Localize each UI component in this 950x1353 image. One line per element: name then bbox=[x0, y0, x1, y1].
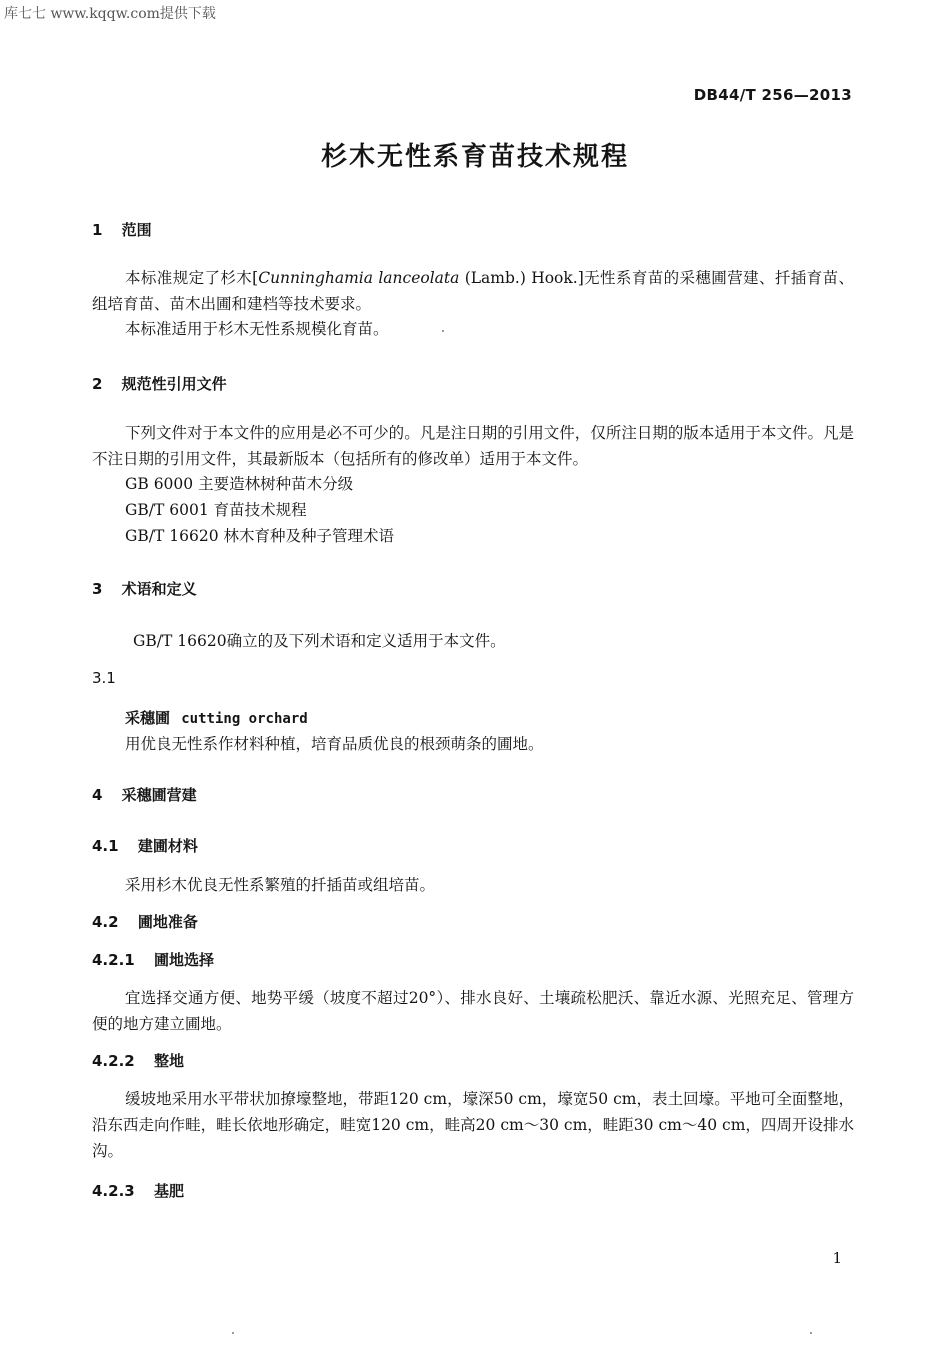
section-number: 4.2.1 bbox=[92, 951, 135, 969]
section-4-2-2-heading bbox=[92, 1050, 184, 1071]
section-number: 4.2 bbox=[92, 913, 119, 931]
section-number: 2 bbox=[92, 375, 103, 393]
reference-item: GB 6000 主要造林树种苗木分级 bbox=[125, 475, 354, 493]
document-title: 杉木无性系育苗技术规程 bbox=[320, 142, 629, 172]
section-number: 3 bbox=[92, 580, 103, 598]
term-entry bbox=[125, 707, 308, 728]
section-title: 采穗圃营建 bbox=[121, 786, 197, 804]
section-number: 4 bbox=[92, 786, 103, 804]
reference-item: GB/T 6001 育苗技术规程 bbox=[125, 501, 307, 519]
soil-preparation-paragraph: 缓坡地采用水平带状加撩壕整地，带距120 cm，壕深50 cm，壕宽50 cm，表土回壕。平地可全面整地，沿东西走向作畦，畦长依地形确定，畦宽120 cm，畦高20 cm～30 cm，畦距30 cm～40 cm，四周开设排水沟。 bbox=[92, 1090, 854, 1160]
section-number: 4.2.2 bbox=[92, 1052, 135, 1070]
normative-references-paragraph: 下列文件对于本文件的应用是必不可少的。凡是注日期的引用文件，仅所注日期的版本适用于本文件。凡是不注日期的引用文件，其最新版本（包括所有的修改单）适用于本文件。 bbox=[92, 424, 854, 468]
scope-text-a: 本标准规定了杉木[ bbox=[125, 269, 259, 287]
latin-name: Cunninghamia lanceolata bbox=[258, 269, 460, 287]
terms-intro: GB/T 16620确立的及下列术语和定义适用于本文件。 bbox=[133, 632, 506, 650]
section-2-heading bbox=[92, 373, 227, 394]
section-title: 整地 bbox=[153, 1052, 184, 1070]
section-title: 建圃材料 bbox=[137, 837, 198, 855]
term-chinese: 采穗圃 bbox=[125, 709, 171, 727]
site-selection-paragraph: 宜选择交通方便、地势平缓（坡度不超过20°）、排水良好、土壤疏松肥沃、靠近水源、光照充足、管理方便的地方建立圃地。 bbox=[92, 989, 854, 1033]
section-title: 规范性引用文件 bbox=[121, 375, 227, 393]
section-title: 范围 bbox=[121, 221, 152, 239]
section-4-heading bbox=[92, 784, 197, 805]
section-title: 基肥 bbox=[153, 1182, 184, 1200]
section-number: 1 bbox=[92, 221, 103, 239]
section-1-heading bbox=[92, 219, 152, 240]
scan-speck bbox=[442, 330, 444, 332]
term-english: cutting orchard bbox=[181, 711, 308, 727]
scan-speck bbox=[810, 1332, 812, 1334]
clause-3-1-number: 3.1 bbox=[92, 669, 116, 687]
term-definition: 用优良无性系作材料种植，培育品质优良的根颈萌条的圃地。 bbox=[125, 735, 544, 753]
section-4-2-heading bbox=[92, 911, 198, 932]
document-number: DB44/T 256—2013 bbox=[693, 86, 852, 104]
scope-text-b: (Lamb.) Hook.]无性系育苗的采穗圃营建、扦插育苗、组培育苗、苗木出圃和建档等技术要求。 bbox=[92, 269, 854, 313]
section-4-2-1-heading bbox=[92, 949, 214, 970]
reference-item: GB/T 16620 林木育种及种子管理术语 bbox=[125, 527, 394, 545]
section-3-heading bbox=[92, 578, 197, 599]
section-4-1-heading bbox=[92, 835, 198, 856]
page-number: 1 bbox=[832, 1249, 842, 1267]
watermark-text: 库七七 www.kqqw.com提供下载 bbox=[4, 6, 216, 22]
section-title: 圃地选择 bbox=[153, 951, 214, 969]
section-number: 4.2.3 bbox=[92, 1182, 135, 1200]
material-paragraph: 采用杉木优良无性系繁殖的扦插苗或组培苗。 bbox=[125, 876, 436, 894]
scope-applicability: 本标准适用于杉木无性系规模化育苗。 bbox=[125, 320, 389, 338]
section-number: 4.1 bbox=[92, 837, 119, 855]
scope-paragraph bbox=[92, 265, 854, 317]
section-4-2-3-heading bbox=[92, 1180, 184, 1201]
scan-speck bbox=[232, 1332, 234, 1334]
section-title: 圃地准备 bbox=[137, 913, 198, 931]
section-title: 术语和定义 bbox=[121, 580, 197, 598]
